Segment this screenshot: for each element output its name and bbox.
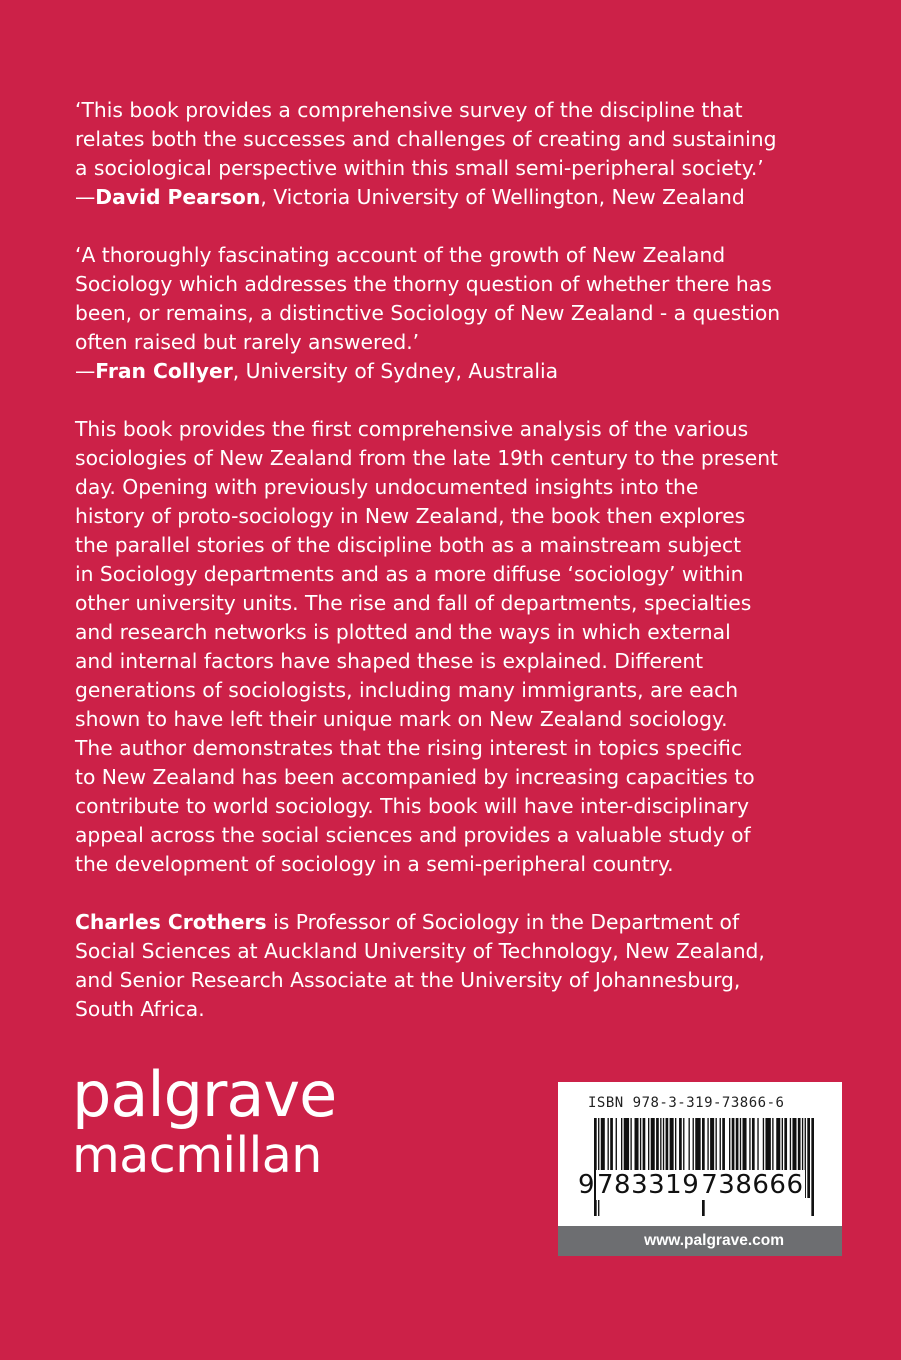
quote-attribution <box>75 357 845 386</box>
publisher-logo <box>72 1058 392 1184</box>
bio-line <box>75 908 845 937</box>
description-line: contribute to world sociology. This book will have inter-disciplinary <box>75 794 749 818</box>
quote-author: David Pearson <box>95 185 261 209</box>
author-bio <box>75 908 845 1024</box>
quote-line: Sociology which addresses the thorny question of whether there has <box>75 272 772 296</box>
description-line: sociologies of New Zealand from the late 19th century to the present <box>75 446 779 470</box>
description-line: history of proto-sociology in New Zealand, the book then explores <box>75 504 746 528</box>
bio-line: and Senior Research Associate at the University of Johannesburg, <box>75 968 741 992</box>
quote-collyer <box>75 241 845 386</box>
quote-line: been, or remains, a distinctive Sociology of New Zealand - a question <box>75 301 781 325</box>
cover-text <box>75 96 845 1053</box>
description-line: The author demonstrates that the rising interest in topics specific <box>75 736 743 760</box>
description-line: appeal across the social sciences and provides a valuable study of <box>75 823 751 847</box>
publisher-url: www.palgrave.com <box>644 1232 784 1249</box>
quote-line: often raised but rarely answered.’ <box>75 330 420 354</box>
description-line: shown to have left their unique mark on New Zealand sociology. <box>75 707 728 731</box>
attribution-dash: — <box>75 359 96 383</box>
book-description <box>75 415 845 879</box>
publisher-url-bar <box>558 1226 842 1256</box>
quote-line: ‘This book provides a comprehensive survey of the discipline that <box>75 98 743 122</box>
quote-line: relates both the successes and challenges of creating and sustaining <box>75 127 777 151</box>
barcode-digit-first: 9 <box>578 1170 596 1200</box>
description-line: in Sociology departments and as a more diffuse ‘sociology’ within <box>75 562 744 586</box>
attribution-dash: — <box>75 185 96 209</box>
quote-attribution <box>75 183 845 212</box>
description-line: generations of sociologists, including many immigrants, are each <box>75 678 739 702</box>
quote-line: ‘A thoroughly fascinating account of the growth of New Zealand <box>75 243 726 267</box>
description-line: the parallel stories of the discipline both as a mainstream subject <box>75 533 742 557</box>
bio-line: South Africa. <box>75 997 205 1021</box>
quote-affiliation: , Victoria University of Wellington, New Zealand <box>260 185 745 209</box>
quote-affiliation: , University of Sydney, Australia <box>232 359 559 383</box>
quote-author: Fran Collyer <box>95 359 233 383</box>
quote-pearson <box>75 96 845 212</box>
logo-word-palgrave: palgrave <box>72 1058 337 1131</box>
description-line: day. Opening with previously undocumented insights into the <box>75 475 699 499</box>
bio-line: Social Sciences at Auckland University of Technology, New Zealand, <box>75 939 765 963</box>
description-line: and research networks is plotted and the ways in which external <box>75 620 731 644</box>
barcode-digit-group-right: 738666 <box>701 1170 804 1200</box>
quote-line: a sociological perspective within this small semi-peripheral society.’ <box>75 156 764 180</box>
description-line: the development of sociology in a semi-peripheral country. <box>75 852 674 876</box>
author-name: Charles Crothers <box>75 910 267 934</box>
barcode-digit-group-left: 783319 <box>597 1170 700 1200</box>
barcode-digits <box>578 1170 805 1200</box>
description-line: to New Zealand has been accompanied by increasing capacities to <box>75 765 755 789</box>
description-line: This book provides the first comprehensive analysis of the various <box>75 417 749 441</box>
logo-word-macmillan: macmillan <box>72 1127 322 1184</box>
barcode-panel <box>558 1082 842 1256</box>
barcode-icon <box>594 1118 814 1216</box>
bio-text: is Professor of Sociology in the Department of <box>266 910 740 934</box>
description-line: and internal factors have shaped these is explained. Different <box>75 649 704 673</box>
isbn-label: ISBN 978-3-319-73866-6 <box>588 1095 785 1111</box>
description-line: other university units. The rise and fall of departments, specialties <box>75 591 752 615</box>
